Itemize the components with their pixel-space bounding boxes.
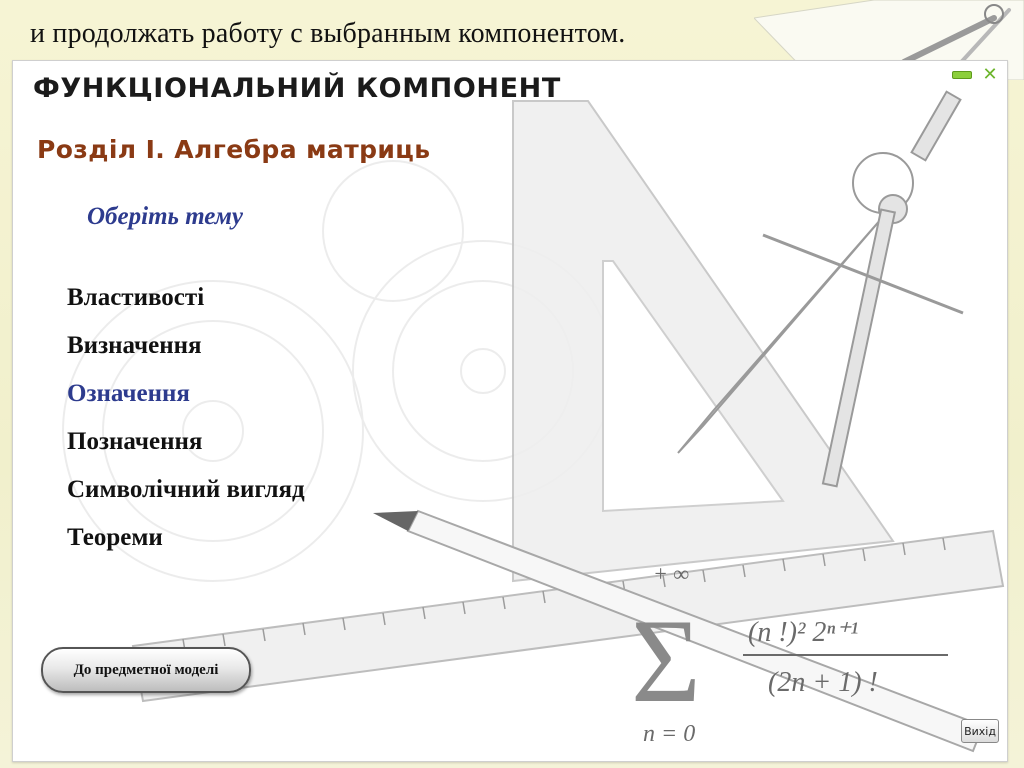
minimize-button[interactable] — [951, 67, 973, 83]
section-heading: Розділ І. Алгебра матриць — [37, 135, 431, 164]
window-title: ФУНКЦІОНАЛЬНИЙ КОМПОНЕНТ — [33, 73, 561, 104]
topic-symbolic-form[interactable]: Символічний вигляд — [67, 476, 305, 503]
close-icon: ✕ — [982, 64, 998, 85]
close-button[interactable] — [979, 64, 1001, 85]
subject-model-button[interactable]: До предметної моделі — [41, 647, 251, 693]
topic-determination[interactable]: Визначення — [67, 332, 202, 359]
formula-denominator: (2n + 1) ! — [768, 667, 878, 698]
formula-numerator: (n !)² 2ⁿ⁺¹ — [748, 617, 859, 648]
topic-list — [67, 283, 305, 571]
window-controls — [951, 64, 1001, 85]
topic-properties[interactable]: Властивості — [67, 284, 205, 311]
choose-topic-prompt: Оберіть тему — [87, 203, 244, 230]
exit-button[interactable]: Вихід — [961, 719, 999, 743]
topic-theorems[interactable]: Теореми — [67, 524, 163, 551]
minimize-icon — [952, 71, 972, 79]
formula-lower-limit: n = 0 — [643, 721, 696, 747]
functional-component-window — [12, 60, 1008, 762]
svg-text:Σ: Σ — [631, 594, 701, 727]
topic-notation[interactable]: Позначення — [67, 428, 203, 455]
set-square — [513, 101, 893, 581]
topic-definition[interactable]: Означення — [67, 380, 190, 407]
slide-caption: и продолжать работу с выбранным компонентом. — [30, 18, 626, 49]
formula-upper-limit: + ∞ — [653, 561, 690, 586]
